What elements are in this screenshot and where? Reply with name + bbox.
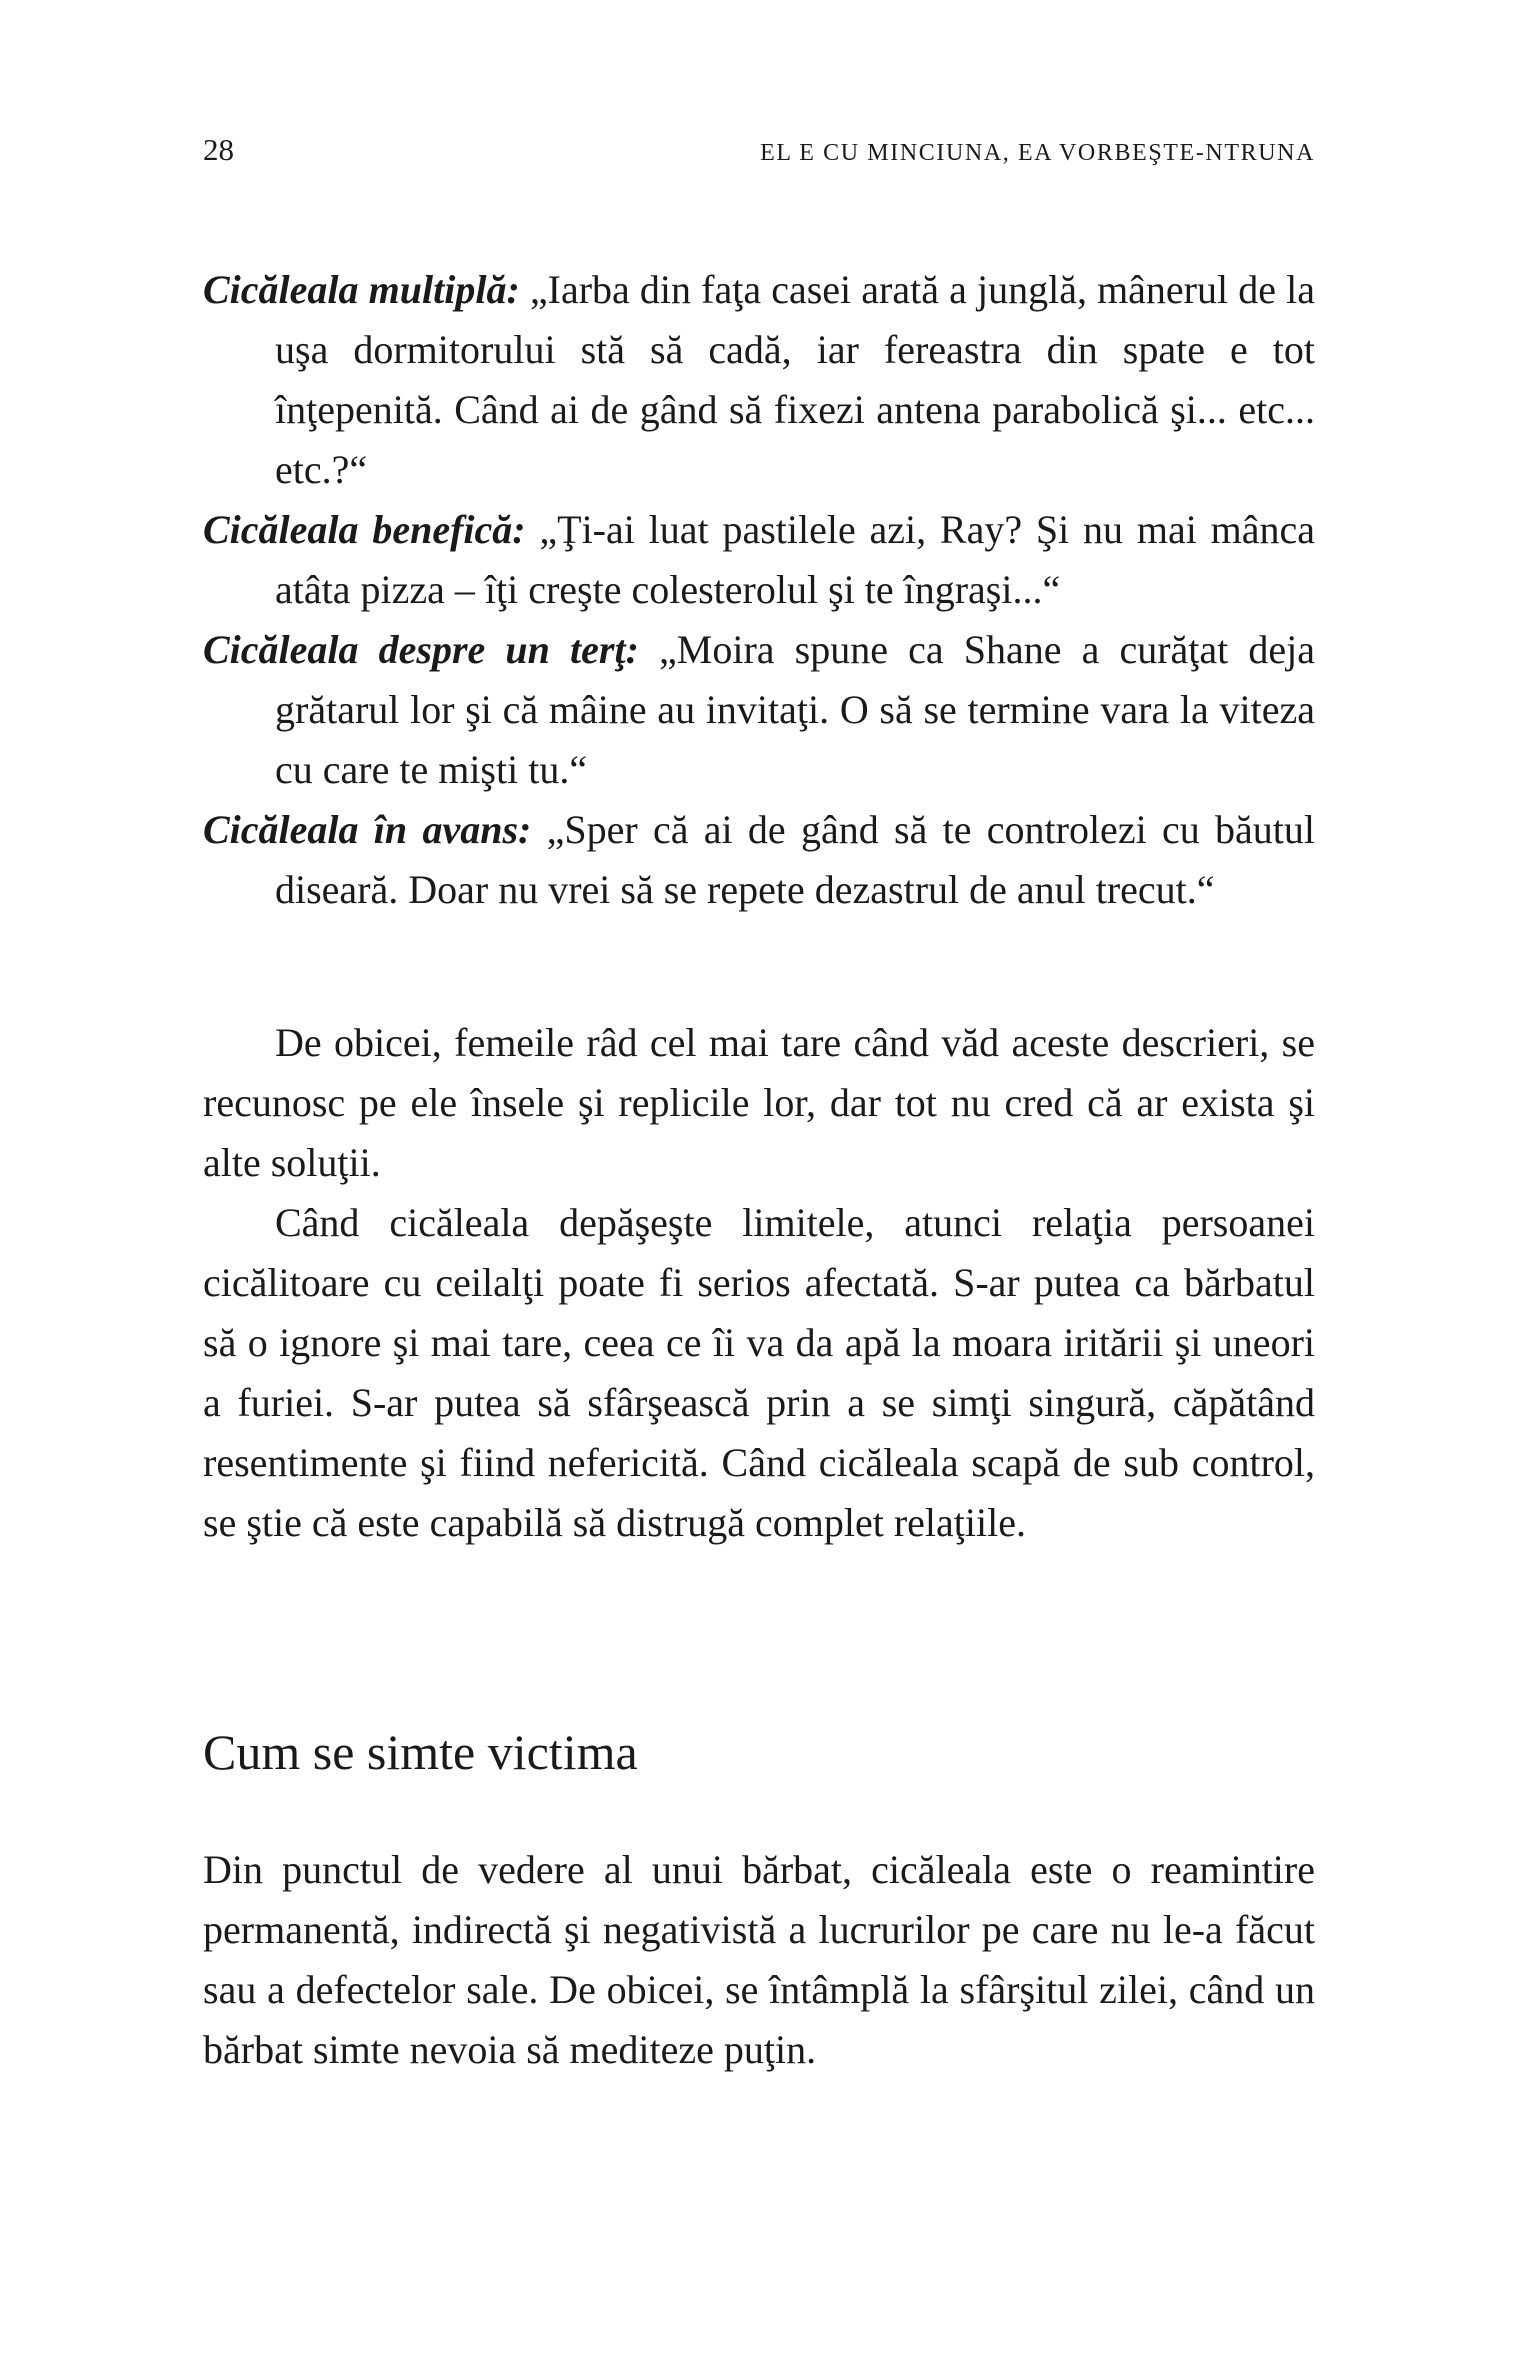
entry-multiple-nagging xyxy=(203,260,1315,500)
section-heading: Cum se simte victima xyxy=(203,1724,638,1780)
entry-term: Cicăleala în avans: xyxy=(203,807,532,852)
entry-text: „Ţi-ai luat pastilele azi, Ray? Şi nu mai mânca atâta pizza – îţi creşte colesterolul şi te îngraşi...“ xyxy=(275,507,1315,612)
entry-term: Cicăleala despre un terţ: xyxy=(203,627,639,672)
body-text xyxy=(203,1013,1315,1553)
entry-term: Cicăleala benefică: xyxy=(203,507,526,552)
page-number: 28 xyxy=(203,132,234,167)
entry-term: Cicăleala multiplă: xyxy=(203,267,520,312)
entry-text: „Moira spune ca Shane a curăţat deja grătarul lor şi că mâine au invitaţi. O să se termine vara la viteza cu care te mişti tu.“ xyxy=(275,627,1315,792)
section-body xyxy=(203,1840,1315,2080)
entry-text: „Iarba din faţa casei arată a junglă, mânerul de la uşa dormitorului stă să cadă, iar fereastra din spate e tot înţepenită. Când ai de gând să fixezi antena parabolică şi... etc... etc.?“ xyxy=(275,267,1315,492)
book-title: EL E CU MINCIUNA, EA VORBEŞTE-NTRUNA xyxy=(760,140,1315,166)
entry-beneficial-nagging xyxy=(203,500,1315,620)
paragraph: Din punctul de vedere al unui bărbat, cicăleala este o reamintire permanentă, indirectă şi negativistă a lucrurilor pe care nu le-a făcut sau a defectelor sale. De obicei, se întâmplă la sfârşitul zilei, când un bărbat simte nevoia să mediteze puţin. xyxy=(203,1847,1315,2072)
entry-advance-nagging xyxy=(203,800,1315,920)
entry-text: „Sper că ai de gând să te controlezi cu băutul diseară. Doar nu vrei să se repete dezastrul de anul trecut.“ xyxy=(275,807,1315,912)
paragraph: Când cicăleala depăşeşte limitele, atunci relaţia persoanei cicălitoare cu ceilalţi poate fi serios afectată. S-ar putea ca bărbatul să o ignore şi mai tare, ceea ce îi va da apă la moara iritării şi uneori a furiei. S-ar putea să sfârşească prin a se simţi singură, căpătând resentimente şi fiind nefericită. Când cicăleala scapă de sub control, se ştie că este capabilă să distrugă complet relaţiile. xyxy=(203,1200,1315,1545)
paragraph: De obicei, femeile râd cel mai tare când văd aceste descrieri, se recunosc pe ele însele şi replicile lor, dar tot nu cred că ar exista şi alte soluţii. xyxy=(203,1020,1315,1185)
running-head xyxy=(203,132,1315,172)
nagging-types-list xyxy=(203,260,1315,920)
entry-third-party-nagging xyxy=(203,620,1315,800)
